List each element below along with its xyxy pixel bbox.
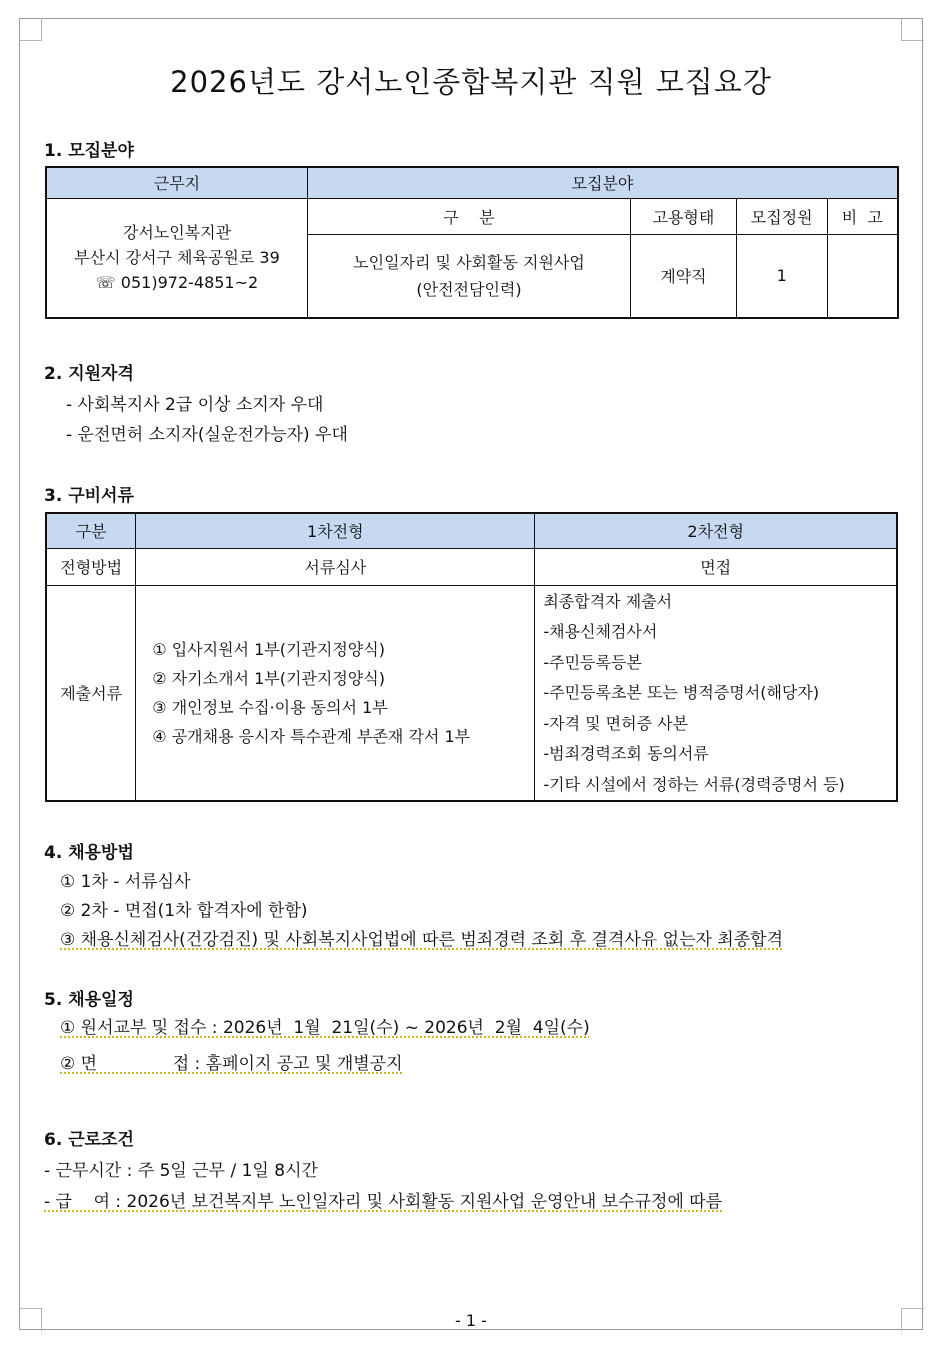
headcount-value: 1 bbox=[736, 234, 827, 318]
docs-second-item: -채용신체검사서 bbox=[543, 622, 658, 641]
hiring-method-item: ② 2차 - 면접(1차 합격자에 한함) bbox=[60, 901, 308, 921]
subheader-note: 비 고 bbox=[827, 198, 898, 234]
hiring-method-item: ③ 채용신체검사(건강검진) 및 사회복지사업법에 따른 범죄경력 조회 후 결격사유 없는자 최종합격 bbox=[60, 930, 783, 950]
field-name: 노인일자리 및 사회활동 지원사업 bbox=[353, 252, 585, 272]
header-field: 모집분야 bbox=[307, 167, 898, 198]
working-condition-item: - 근무시간 : 주 5일 근무 / 1일 8시간 bbox=[44, 1161, 318, 1181]
docs-second-item: -자격 및 면허증 사본 bbox=[543, 713, 689, 733]
corner-mark bbox=[901, 18, 924, 41]
header-second-round: 2차전형 bbox=[535, 513, 897, 548]
docs-first-list bbox=[136, 585, 535, 801]
field-role: (안전전담인력) bbox=[416, 279, 522, 299]
section-heading-qualifications: 2. 지원자격 bbox=[44, 364, 134, 384]
docs-second-list bbox=[535, 585, 897, 801]
subheader-employment-type: 고용형태 bbox=[631, 198, 737, 234]
docs-second-item: -기타 시설에서 정하는 서류(경력증명서 등) bbox=[543, 774, 845, 794]
workplace-name: 강서노인복지관 bbox=[122, 223, 232, 243]
corner-mark bbox=[19, 18, 42, 41]
section-heading-documents: 3. 구비서류 bbox=[44, 486, 134, 506]
schedule-item: ② 면 접 : 홈페이지 공고 및 개별공지 bbox=[60, 1054, 403, 1074]
docs-first-item: ③ 개인정보 수집·이용 동의서 1부 bbox=[152, 697, 388, 717]
docs-second-item: 최종합격자 제출서 bbox=[543, 591, 673, 611]
subheader-headcount: 모집정원 bbox=[736, 198, 827, 234]
workplace-cell bbox=[46, 198, 307, 318]
section-heading-working-conditions: 6. 근로조건 bbox=[44, 1130, 134, 1150]
workplace-phone: ☏ 051)972-4851~2 bbox=[95, 273, 259, 293]
workplace-address: 부산시 강서구 체육공원로 39 bbox=[74, 248, 280, 268]
header-category: 구분 bbox=[46, 513, 136, 548]
section-heading-hiring-method: 4. 채용방법 bbox=[44, 843, 134, 863]
section-heading-recruitment-field: 1. 모집분야 bbox=[44, 141, 134, 161]
qualification-item: - 운전면허 소지자(실운전가능자) 우대 bbox=[66, 425, 348, 445]
page-number: - 1 - bbox=[455, 1311, 487, 1330]
hiring-method-item: ① 1차 - 서류심사 bbox=[60, 872, 191, 892]
docs-second-item: -범죄경력조회 동의서류 bbox=[543, 744, 709, 763]
docs-first-item: ① 입사지원서 1부(기관지정양식) bbox=[152, 639, 385, 659]
note-value bbox=[827, 234, 898, 318]
docs-second-item: -주민등록등본 bbox=[543, 652, 642, 672]
schedule-item: ① 원서교부 및 접수 : 2026년 1월 21일(수) ~ 2026년 2월 4일(수) bbox=[60, 1018, 590, 1038]
header-first-round: 1차전형 bbox=[136, 513, 535, 548]
section-heading-schedule: 5. 채용일정 bbox=[44, 990, 134, 1010]
subheader-division: 구 분 bbox=[307, 198, 630, 234]
method-second: 면접 bbox=[535, 548, 897, 585]
header-workplace: 근무지 bbox=[46, 167, 307, 198]
document-title: 2026년도 강서노인종합복지관 직원 모집요강 bbox=[170, 65, 772, 99]
qualification-item: - 사회복지사 2급 이상 소지자 우대 bbox=[66, 395, 324, 415]
method-label: 전형방법 bbox=[46, 548, 136, 585]
field-cell bbox=[307, 234, 630, 318]
recruitment-field-table bbox=[45, 166, 899, 319]
docs-first-item: ② 자기소개서 1부(기관지정양식) bbox=[152, 668, 385, 688]
employment-type-value: 계약직 bbox=[631, 234, 737, 318]
docs-second-item: -주민등록초본 또는 병적증명서(해당자) bbox=[543, 683, 820, 702]
docs-first-item: ④ 공개채용 응시자 특수관계 부존재 각서 1부 bbox=[152, 726, 471, 746]
working-condition-item: - 급 여 : 2026년 보건복지부 노인일자리 및 사회활동 지원사업 운영안내 보수규정에 따름 bbox=[44, 1192, 723, 1212]
docs-label: 제출서류 bbox=[46, 585, 136, 801]
method-first: 서류심사 bbox=[136, 548, 535, 585]
documents-table bbox=[45, 512, 898, 802]
